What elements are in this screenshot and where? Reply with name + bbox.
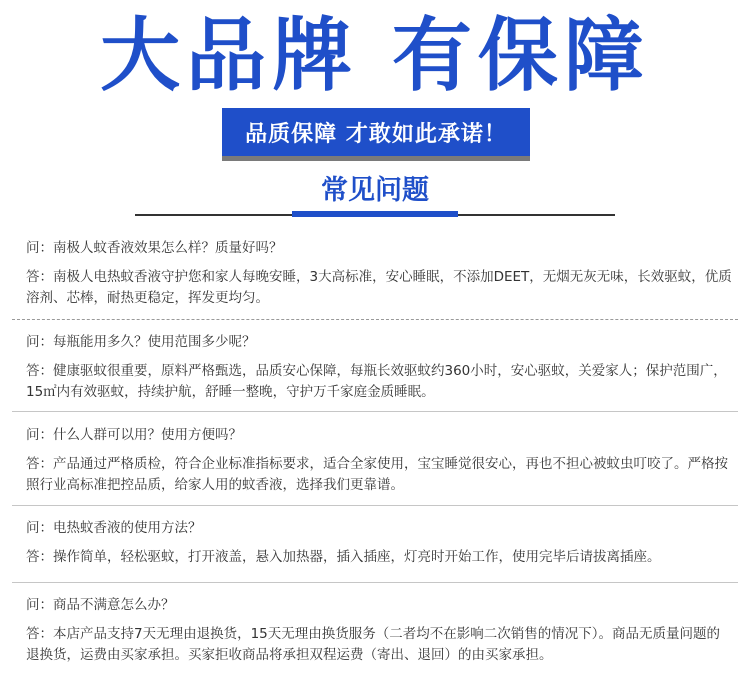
faq-question: 问：电热蚊香液的使用方法？ [26,520,202,536]
faq-question: 问：每瓶能用多久？使用范围多少呢？ [26,334,256,350]
faq-answer: 答：操作简单，轻松驱蚊，打开液盖，悬入加热器，插入插座，灯亮时开始工作，使用完毕后请拔离插座。 [26,549,661,565]
faq-question: 问：南极人蚊香液效果怎么样？质量好吗？ [26,240,283,256]
faq-divider [12,582,738,583]
faq-answer: 答：产品通过严格质检，符合企业标准指标要求，适合全家使用，宝宝睡觉很安心，再也不担心被蚊虫叮咬了。严格按照行业高标准把控品质，给家人用的蚊香液，选择我们更靠谱。 [26,456,728,493]
quality-banner: 品质保障 才敢如此承诺！ [222,108,530,156]
faq-question: 问：商品不满意怎么办？ [26,597,175,613]
faq-question: 问：什么人群可以用？使用方便吗？ [26,427,242,443]
faq-divider [12,319,738,320]
faq-divider [12,411,738,412]
faq-item [26,332,732,403]
faq-item [26,238,732,309]
faq-answer: 答：健康驱蚊很重要，原料严格甄选，品质安心保障，每瓶长效驱蚊约360小时，安心驱蚊，关爱家人；保护范围广，15㎡内有效驱蚊，持续护航，舒睡一整晚，守护万千家庭金质睡眠。 [26,363,727,400]
faq-answer: 答：本店产品支持7天无理由退换货，15天无理由换货服务（二者均不在影响二次销售的情况下）。商品无质量问题的退换货，运费由买家承担。买家拒收商品将承担双程运费（寄出、退回）的由买家承担。 [26,626,721,663]
faq-heading-accent [292,211,458,217]
faq-item [26,518,732,568]
faq-item [26,425,732,496]
hero-title: 大品牌 有保障 [100,9,650,102]
faq-divider [12,505,738,506]
faq-heading: 常见问题 [321,175,429,206]
faq-item [26,595,732,666]
faq-answer: 答：南极人电热蚊香液守护您和家人每晚安睡，3大高标准，安心睡眠，不添加DEET，无烟无灰无味，长效驱蚊，优质溶剂、芯棒，耐热更稳定，挥发更均匀。 [26,269,732,306]
